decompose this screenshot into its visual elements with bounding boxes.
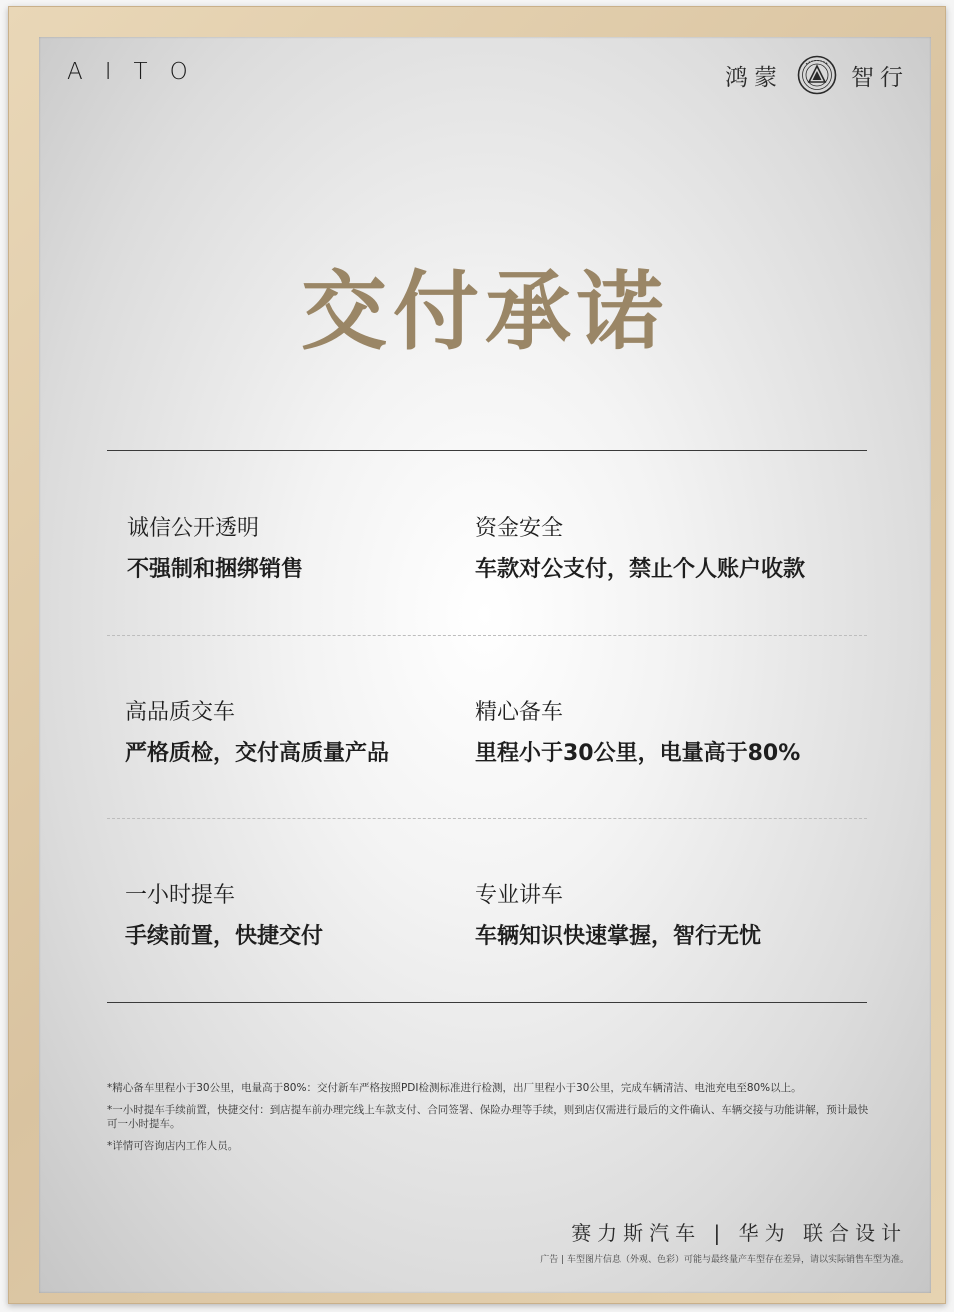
promise-desc: 里程小于30公里，电量高于80% (475, 741, 801, 766)
page-title: 交付承诺 (301, 262, 669, 362)
poster-frame (8, 6, 946, 1304)
top-divider (107, 450, 867, 451)
promise-item (127, 511, 303, 583)
promise-desc: 车辆知识快速掌握，智行无忧 (475, 924, 762, 949)
footnote: *精心备车里程小于30公里，电量高于80%：交付新车严格按照PDI检测标准进行检测，出厂里程小于30公里，完成车辆清洁、电池充电至80%以上。 (107, 1082, 802, 1094)
brand-text-left: 鸿蒙 (725, 64, 783, 91)
row-divider (107, 635, 867, 636)
aito-logo: AITO (67, 59, 210, 85)
brand-text-right: 智行 (851, 64, 909, 91)
footnote: *详情可咨询店内工作人员。 (107, 1140, 239, 1152)
harmony-brand (725, 55, 909, 95)
promise-desc: 严格质检，交付高质量产品 (125, 741, 390, 766)
promise-label: 资金安全 (475, 516, 564, 541)
harmony-seal-icon (797, 55, 837, 95)
promise-item (125, 695, 389, 767)
promise-label: 高品质交车 (125, 700, 236, 725)
promise-label: 专业讲车 (475, 883, 564, 908)
footnote: *一小时提车手续前置，快捷交付：到店提车前办理完线上车款支付、合同签署、保险办理等手续，则到店仅需进行最后的文件确认、车辆交接与功能讲解，预计最快可一小时提车。 (107, 1104, 869, 1130)
promise-label: 一小时提车 (125, 883, 236, 908)
footnotes (107, 1081, 869, 1161)
promise-item (125, 878, 323, 950)
promise-label: 诚信公开透明 (127, 516, 260, 541)
promise-desc: 车款对公支付，禁止个人账户收款 (475, 557, 806, 582)
promise-item (475, 695, 800, 767)
promise-item (475, 511, 805, 583)
promise-desc: 不强制和捆绑销售 (127, 557, 304, 582)
promise-label: 精心备车 (475, 700, 564, 725)
poster (39, 37, 931, 1293)
bottom-divider (107, 1002, 867, 1003)
promise-item (475, 878, 761, 950)
ad-disclaimer: 广告 | 车型图片信息（外观、色彩）可能与最终量产车型存在差异，请以实际销售车型为准。 (540, 1255, 909, 1265)
partner-credit: 赛力斯汽车 | 华为 联合设计 (571, 1221, 907, 1245)
promise-desc: 手续前置，快捷交付 (125, 924, 324, 949)
row-divider (107, 818, 867, 819)
